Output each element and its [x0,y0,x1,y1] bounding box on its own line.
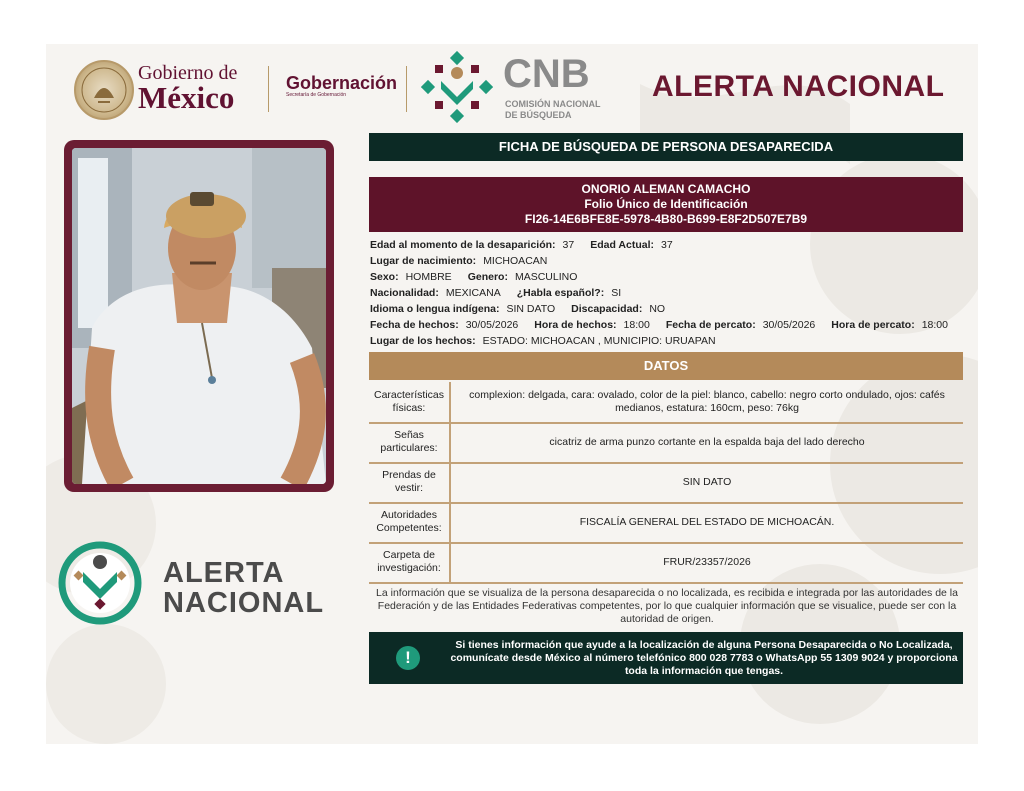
fecha-percato-value: 30/05/2026 [762,319,816,331]
person-header-bar [369,177,963,232]
gobierno-line1: Gobierno de [138,62,238,84]
contact-text: Si tienes información que ayude a la localización de alguna Persona Desaparecida o No Localizada, comunícate desde México al número telefónico 800 028 7783 o WhatsApp 55 1309 9024 y proporciona toda la información que tengas. [450,639,958,677]
logo-line1: ALERTA [163,557,285,589]
edad-desaparicion-label: Edad al momento de la desaparición: [370,239,556,251]
datos-row-autoridades [369,502,963,544]
lugar-hechos-label: Lugar de los hechos: [370,335,476,347]
senas-value: cicatriz de arma punzo cortante en la espalda baja del lado derecho [549,435,865,448]
gobernacion-subtitle: Secretaría de Gobernación [286,92,347,98]
nacionalidad-value: MEXICANA [445,287,501,299]
logo-line2: NACIONAL [163,587,325,619]
cnb-logo-text: CNB [503,52,590,96]
alerta-nacional-logo-text [163,558,324,618]
exclamation-icon: ! [396,646,420,670]
person-name: ONORIO ALEMAN CAMACHO [581,182,751,196]
discapacidad-value: NO [649,303,666,315]
fecha-percato-label: Fecha de percato: [665,319,756,331]
cnb-subtitle-line1: COMISIÓN NACIONAL [505,99,601,109]
info-row-sexo [370,269,970,285]
carpeta-label: Carpeta de investigación: [369,542,451,582]
datos-row-carpeta [369,542,963,584]
datos-row-caracteristicas [369,382,963,424]
carpeta-value: FRUR/23357/2026 [663,555,751,568]
gobernacion-logo-text: Gobernación [286,73,398,93]
datos-row-senas [369,422,963,464]
genero-value: MASCULINO [514,271,578,283]
hora-hechos-label: Hora de hechos: [534,319,617,331]
datos-row-prendas [369,462,963,504]
ficha-title-bar: FICHA DE BÚSQUEDA DE PERSONA DESAPARECIDA [369,133,963,161]
senas-label: Señas particulares: [369,422,451,462]
prendas-label: Prendas de vestir: [369,462,451,502]
alerta-nacional-emblem-icon [55,538,145,628]
cnb-subtitle [505,99,625,121]
genero-label: Genero: [467,271,508,283]
autoridades-label: Autoridades Competentes: [369,502,451,542]
hora-hechos-value: 18:00 [623,319,650,331]
fecha-hechos-label: Fecha de hechos: [370,319,459,331]
discapacidad-label: Discapacidad: [571,303,643,315]
prendas-value: SIN DATO [682,475,732,488]
nacionalidad-label: Nacionalidad: [370,287,439,299]
cnb-subtitle-line2: DE BÚSQUEDA [505,110,572,120]
edad-desaparicion-value: 37 [562,239,575,251]
edad-actual-label: Edad Actual: [590,239,655,251]
info-row-nacimiento [370,253,970,269]
info-row-fechas [370,317,970,333]
cnb-emblem-icon [421,51,493,123]
header-divider [268,66,269,112]
person-photo [72,148,326,484]
info-row-edad [370,237,970,253]
fecha-hechos-value: 30/05/2026 [465,319,519,331]
datos-title-bar: DATOS [369,352,963,380]
idioma-value: SIN DATO [506,303,556,315]
alerta-nacional-title: ALERTA NACIONAL [652,70,945,103]
lugar-nacimiento-label: Lugar de nacimiento: [370,255,477,267]
folio-value: FI26-14E6BFE8E-5978-4B80-B699-E8F2D507E7B9 [524,212,808,226]
header-divider [406,66,407,112]
info-row-idioma [370,301,970,317]
caracteristicas-value: complexion: delgada, cara: ovalado, color de la piel: blanco, cabello: negro corto ondulado, ojos: cafés medianos, estatura: 160cm, peso: 76kg [469,389,945,414]
folio-label: Folio Único de Identificación [584,197,748,211]
edad-actual-value: 37 [661,239,673,251]
autoridades-value: FISCALÍA GENERAL DEL ESTADO DE MICHOACÁN. [579,515,835,528]
idioma-label: Idioma o lengua indígena: [370,303,500,315]
info-row-nacionalidad [370,285,970,301]
hora-percato-value: 18:00 [921,319,948,331]
hora-percato-label: Hora de percato: [831,319,915,331]
mexico-seal-icon [74,60,134,120]
habla-espanol-value: SI [611,287,622,299]
sexo-label: Sexo: [370,271,399,283]
sexo-value: HOMBRE [405,271,452,283]
habla-espanol-label: ¿Habla español?: [516,287,605,299]
info-row-lugar-hechos [370,333,970,349]
gobierno-line2: México [138,80,235,115]
disclaimer-text: La información que se visualiza de la persona desaparecida o no localizada, es recibida e integrada por las autoridades de la Federación y de las Entidades Federativas competentes, por lo que cualquier información que se visualice, puede ser con la autoridad de origen. [376,587,958,625]
lugar-nacimiento-value: MICHOACAN [483,255,548,267]
lugar-hechos-value: ESTADO: MICHOACAN , MUNICIPIO: URUAPAN [482,335,716,347]
caracteristicas-label: Características físicas: [369,382,451,422]
